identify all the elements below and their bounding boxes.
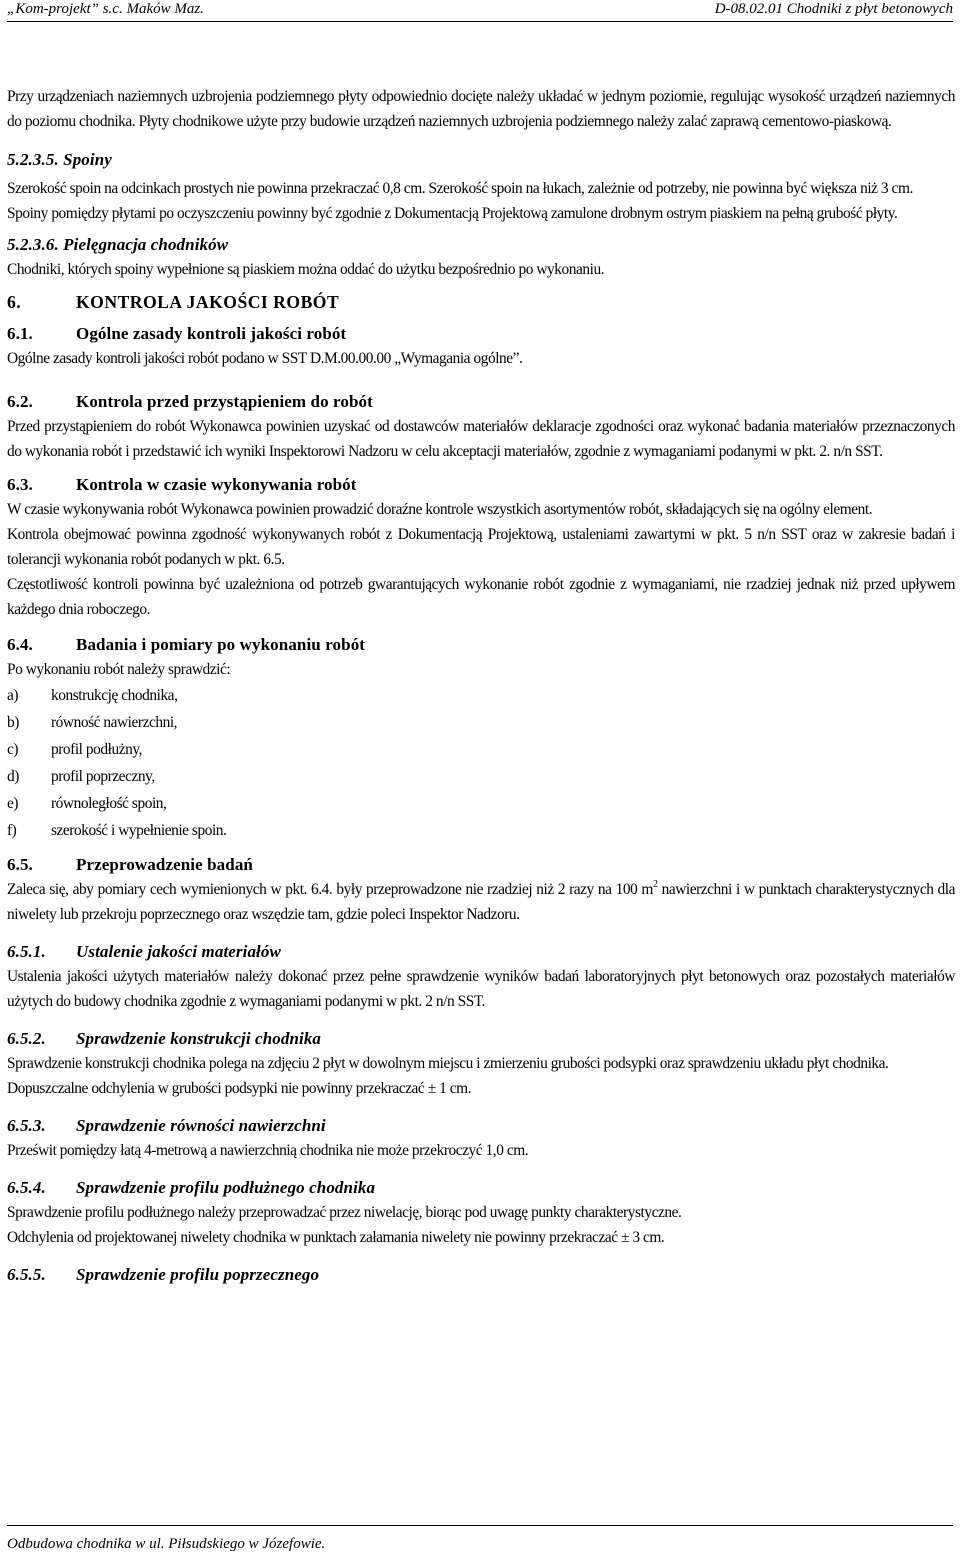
heading-6-5-2-title: Sprawdzenie konstrukcji chodnika <box>76 1029 322 1048</box>
heading-6-5-5-number: 6.5.5. <box>7 1265 46 1284</box>
heading-6-2 <box>7 389 955 414</box>
heading-6-5-2-number: 6.5.2. <box>7 1029 46 1048</box>
paragraph-6-2: Przed przystąpieniem do robót Wykonawca powinien uzyskać od dostawców materiałów deklaracje zgodności oraz wykonać badania materiałów przeznaczonych do wykonania robót i przedstawić ich wyniki Inspektorowi Nadzoru w celu akceptacji materiałów, zgodnie z wymaganiami podanymi w pkt. 2. n/n SST. <box>7 418 955 460</box>
heading-6-2-title: Kontrola przed przystąpieniem do robót <box>76 392 373 411</box>
paragraph-6-4: Po wykonaniu robót należy sprawdzić: <box>7 661 231 678</box>
heading-6-3-number: 6.3. <box>7 475 33 494</box>
superscript-2: 2 <box>652 879 658 890</box>
heading-6-5 <box>7 852 955 877</box>
heading-6-4-title: Badania i pomiary po wykonaniu robót <box>76 635 366 654</box>
paragraph-6-3-a: W czasie wykonywania robót Wykonawca powinien prowadzić doraźne kontrole wszystkich asortymentów robót, składających się na ogólny element. <box>7 501 873 518</box>
list-marker: d) <box>7 768 19 785</box>
heading-6-5-number: 6.5. <box>7 855 33 874</box>
intro-paragraph: Przy urządzeniach naziemnych uzbrojenia podziemnego płyty odpowiednio docięte należy układać w jednym poziomie, regulując wysokość urządzeń naziemnych do poziomu chodnika. Płyty chodnikowe użyte przy budowie urządzeń naziemnych uzbrojenia podziemnego należy zalać zaprawą cementowo-piaskową. <box>7 88 955 130</box>
list-text: profil podłużny, <box>51 741 142 758</box>
heading-6-1-number: 6.1. <box>7 324 33 343</box>
list-marker: b) <box>7 714 19 731</box>
list-text: konstrukcję chodnika, <box>51 687 178 704</box>
heading-5-2-3-6: 5.2.3.6. Pielęgnacja chodników <box>7 235 229 254</box>
page-header <box>7 0 953 22</box>
list-text: równość nawierzchni, <box>51 714 178 731</box>
list-marker: e) <box>7 795 19 812</box>
heading-6-3-title: Kontrola w czasie wykonywania robót <box>76 475 357 494</box>
heading-6-4-number: 6.4. <box>7 635 33 654</box>
heading-6 <box>7 290 955 315</box>
list-item <box>7 736 955 763</box>
heading-6-5-2 <box>7 1026 955 1051</box>
heading-6-number: 6. <box>7 292 22 312</box>
heading-6-1 <box>7 321 955 346</box>
list-item <box>7 763 955 790</box>
list-item <box>7 790 955 817</box>
list-item <box>7 817 955 844</box>
heading-6-5-title: Przeprowadzenie badań <box>76 855 253 874</box>
header-company: „Kom-projekt” s.c. Maków Maz. <box>7 1 204 17</box>
heading-6-5-4-number: 6.5.4. <box>7 1178 46 1197</box>
heading-6-5-1 <box>7 939 955 964</box>
list-text: profil poprzeczny, <box>51 768 155 785</box>
list-item <box>7 682 955 709</box>
heading-6-5-1-number: 6.5.1. <box>7 942 46 961</box>
heading-6-5-3 <box>7 1113 955 1138</box>
paragraph-6-5-1: Ustalenia jakości użytych materiałów należy dokonać przez pełne sprawdzenie wyników badań laboratoryjnych płyt betonowych oraz pozostałych materiałów użytych do budowy chodnika zgodnie z wymaganiami podanymi w pkt. 2 n/n SST. <box>7 968 955 1010</box>
paragraph-6-5-part-1: Zaleca się, aby pomiary cech wymienionych w pkt. 6.4. były przeprowadzone nie rzadziej niż 2 razy na 100 m <box>7 881 653 898</box>
list-item <box>7 709 955 736</box>
paragraph-5-2-3-6: Chodniki, których spoiny wypełnione są piaskiem można oddać do użytku bezpośrednio po wykonaniu. <box>7 261 605 278</box>
list-marker: a) <box>7 687 19 704</box>
heading-6-5-4-title: Sprawdzenie profilu podłużnego chodnika <box>76 1178 376 1197</box>
page-footer <box>7 1525 953 1555</box>
heading-6-5-3-number: 6.5.3. <box>7 1116 46 1135</box>
document-body <box>7 84 955 1287</box>
heading-6-5-1-title: Ustalenie jakości materiałów <box>76 942 281 961</box>
heading-6-5-3-title: Sprawdzenie równości nawierzchni <box>76 1116 326 1135</box>
paragraph-6-3-c: Częstotliwość kontroli powinna być uzależniona od potrzeb gwarantujących wykonanie robót zgodnie z wymaganiami, nie rzadziej jednak niż przed upływem każdego dnia roboczego. <box>7 576 955 618</box>
heading-5-2-3-5: 5.2.3.5. Spoiny <box>7 150 112 169</box>
paragraph-6-1: Ogólne zasady kontroli jakości robót podano w SST D.M.00.00.00 „Wymagania ogólne”. <box>7 350 523 367</box>
paragraph-6-3-b: Kontrola obejmować powinna zgodność wykonywanych robót z Dokumentacją Projektową, ustaleniami zawartymi w pkt. 5 n/n SST oraz w zakresie badań i tolerancji wykonania robót podanych w pkt. 6.5. <box>7 526 955 568</box>
heading-6-5-5 <box>7 1262 955 1287</box>
paragraph-6-5-3: Prześwit pomiędzy łatą 4-metrową a nawierzchnią chodnika nie może przekroczyć 1,0 cm. <box>7 1142 529 1159</box>
paragraph-6-5-2-a: Sprawdzenie konstrukcji chodnika polega na zdjęciu 2 płyt w dowolnym miejscu i zmierzeniu grubości podsypki oraz sprawdzeniu układu płyt chodnika. <box>7 1055 889 1072</box>
list-marker: f) <box>7 822 17 839</box>
paragraph-5-2-3-5-b: Spoiny pomiędzy płytami po oczyszczeniu powinny być zgodnie z Dokumentacją Projektową zamulone drobnym ostrym piaskiem na pełną grubość płyty. <box>7 205 898 222</box>
heading-6-5-5-title: Sprawdzenie profilu poprzecznego <box>76 1265 320 1284</box>
heading-6-5-4 <box>7 1175 955 1200</box>
paragraph-6-5-4-b: Odchylenia od projektowanej niwelety chodnika w punktach załamania niwelety nie powinny przekraczać ± 3 cm. <box>7 1229 665 1246</box>
paragraph-5-2-3-5-a: Szerokość spoin na odcinkach prostych nie powinna przekraczać 0,8 cm. Szerokość spoin na łukach, zależnie od potrzeby, nie powinna być większa niż 3 cm. <box>7 180 913 197</box>
heading-6-3 <box>7 472 955 497</box>
checklist <box>7 682 955 844</box>
heading-6-1-title: Ogólne zasady kontroli jakości robót <box>76 324 347 343</box>
paragraph-6-5-part-2: nawierzchni i w punktach charakterystycznych dla niwelety lub przekroju poprzecznego oraz wszędzie tam, gdzie poleci Inspektor Nadzoru. <box>7 881 956 923</box>
paragraph-6-5-2-b: Dopuszczalne odchylenia w grubości podsypki nie powinny przekraczać ± 1 cm. <box>7 1080 472 1097</box>
paragraph-6-5 <box>7 877 955 927</box>
list-text: równoległość spoin, <box>51 795 167 812</box>
heading-6-2-number: 6.2. <box>7 392 33 411</box>
paragraph-6-5-4-a: Sprawdzenie profilu podłużnego należy przeprowadzać przez niwelację, biorąc pod uwagę punkty charakterystyczne. <box>7 1204 682 1221</box>
list-text: szerokość i wypełnienie spoin. <box>51 822 227 839</box>
heading-6-title: KONTROLA JAKOŚCI ROBÓT <box>76 292 340 312</box>
heading-6-4 <box>7 632 955 657</box>
list-marker: c) <box>7 741 19 758</box>
footer-project-name: Odbudowa chodnika w ul. Piłsudskiego w Józefowie. <box>7 1536 326 1552</box>
header-spec-code: D-08.02.01 Chodniki z płyt betonowych <box>714 1 953 17</box>
